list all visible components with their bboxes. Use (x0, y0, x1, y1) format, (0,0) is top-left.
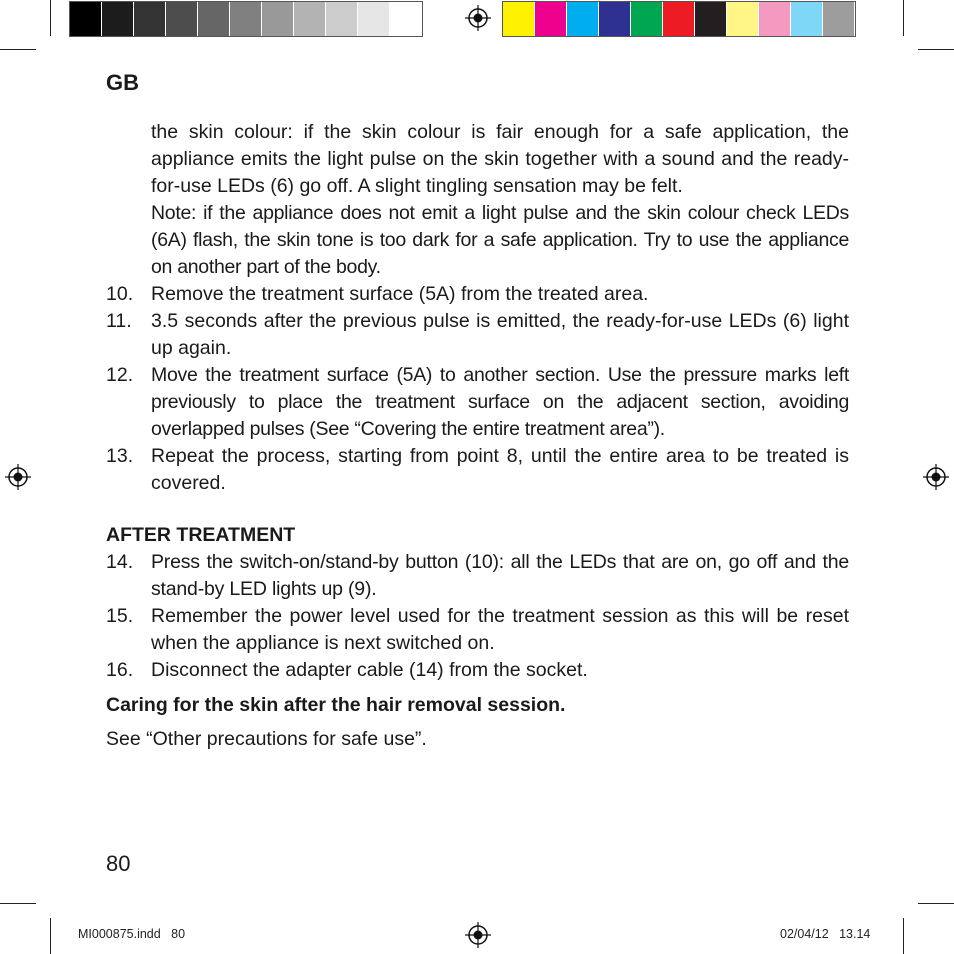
color-swatch (695, 2, 727, 36)
color-swatch (631, 2, 663, 36)
color-swatch (198, 2, 230, 36)
registration-mark-icon (923, 464, 949, 490)
color-swatch (390, 2, 422, 36)
step-text: Repeat the process, starting from point 8, until the entire area to be treated is covered. (151, 445, 849, 494)
slug-date: 02/04/12 13.14 (780, 927, 871, 941)
crop-mark (903, 918, 904, 954)
step-number: 15. (106, 605, 134, 627)
color-swatch (262, 2, 294, 36)
color-swatch (567, 2, 599, 36)
color-swatch (326, 2, 358, 36)
step-text: 3.5 seconds after the previous pulse is emitted, the ready-for-use LEDs (6) light up again. (151, 310, 849, 359)
step-number: 10. (106, 283, 134, 305)
skin-care-text: See “Other precautions for safe use”. (106, 728, 427, 750)
color-swatch (358, 2, 390, 36)
color-swatch (823, 2, 855, 36)
crop-mark (918, 49, 954, 50)
registration-mark-icon (465, 5, 491, 31)
section-heading-after-treatment: AFTER TREATMENT (106, 524, 296, 546)
crop-mark (918, 903, 954, 904)
step-text: Press the switch-on/stand-by button (10): all the LEDs that are on, go off and the stand-by LED lights up (9). (151, 551, 849, 600)
process-color-bar (502, 1, 856, 37)
step-number: 12. (106, 364, 134, 386)
note-paragraph: Note: if the appliance does not emit a light pulse and the skin colour check LEDs (6A) flash, the skin tone is too dark for a safe application. Try to use the appliance on another part of the body. (151, 202, 849, 278)
color-swatch (294, 2, 326, 36)
language-label: GB (106, 70, 139, 95)
registration-mark-icon (5, 464, 31, 490)
step-text: Remember the power level used for the treatment session as this will be reset when the appliance is next switched on. (151, 605, 849, 654)
color-swatch (599, 2, 631, 36)
color-swatch (791, 2, 823, 36)
color-swatch (102, 2, 134, 36)
color-swatch (503, 2, 535, 36)
color-swatch (230, 2, 262, 36)
color-swatch (166, 2, 198, 36)
crop-mark (0, 903, 36, 904)
step-number: 16. (106, 659, 134, 681)
crop-mark (50, 0, 51, 36)
page-number: 80 (106, 851, 131, 876)
step-text: Disconnect the adapter cable (14) from the socket. (151, 659, 588, 681)
registration-mark-icon (465, 922, 491, 948)
step-text: Remove the treatment surface (5A) from the treated area. (151, 283, 649, 305)
step-number: 14. (106, 551, 134, 573)
color-swatch (759, 2, 791, 36)
intro-paragraph: the skin colour: if the skin colour is fair enough for a safe application, the appliance emits the light pulse on the skin together with a sound and the ready-for-use LEDs (6) go off. A slight tingling sensation may be felt. (151, 121, 849, 197)
color-swatch (134, 2, 166, 36)
color-swatch (535, 2, 567, 36)
color-swatch (663, 2, 695, 36)
step-text: Move the treatment surface (5A) to another section. Use the pressure marks left previously to place the treatment surface on the adjacent section, avoiding overlapped pulses (See “Covering the entire treatment area”). (151, 364, 849, 440)
slug-filename: MI000875.indd 80 (78, 927, 186, 941)
grayscale-color-bar (69, 1, 423, 37)
color-swatch (70, 2, 102, 36)
section-heading-skin-care: Caring for the skin after the hair removal session. (106, 694, 566, 716)
crop-mark (0, 49, 36, 50)
crop-mark (903, 0, 904, 36)
step-number: 13. (106, 445, 134, 467)
step-number: 11. (106, 310, 132, 332)
crop-mark (50, 918, 51, 954)
color-swatch (727, 2, 759, 36)
